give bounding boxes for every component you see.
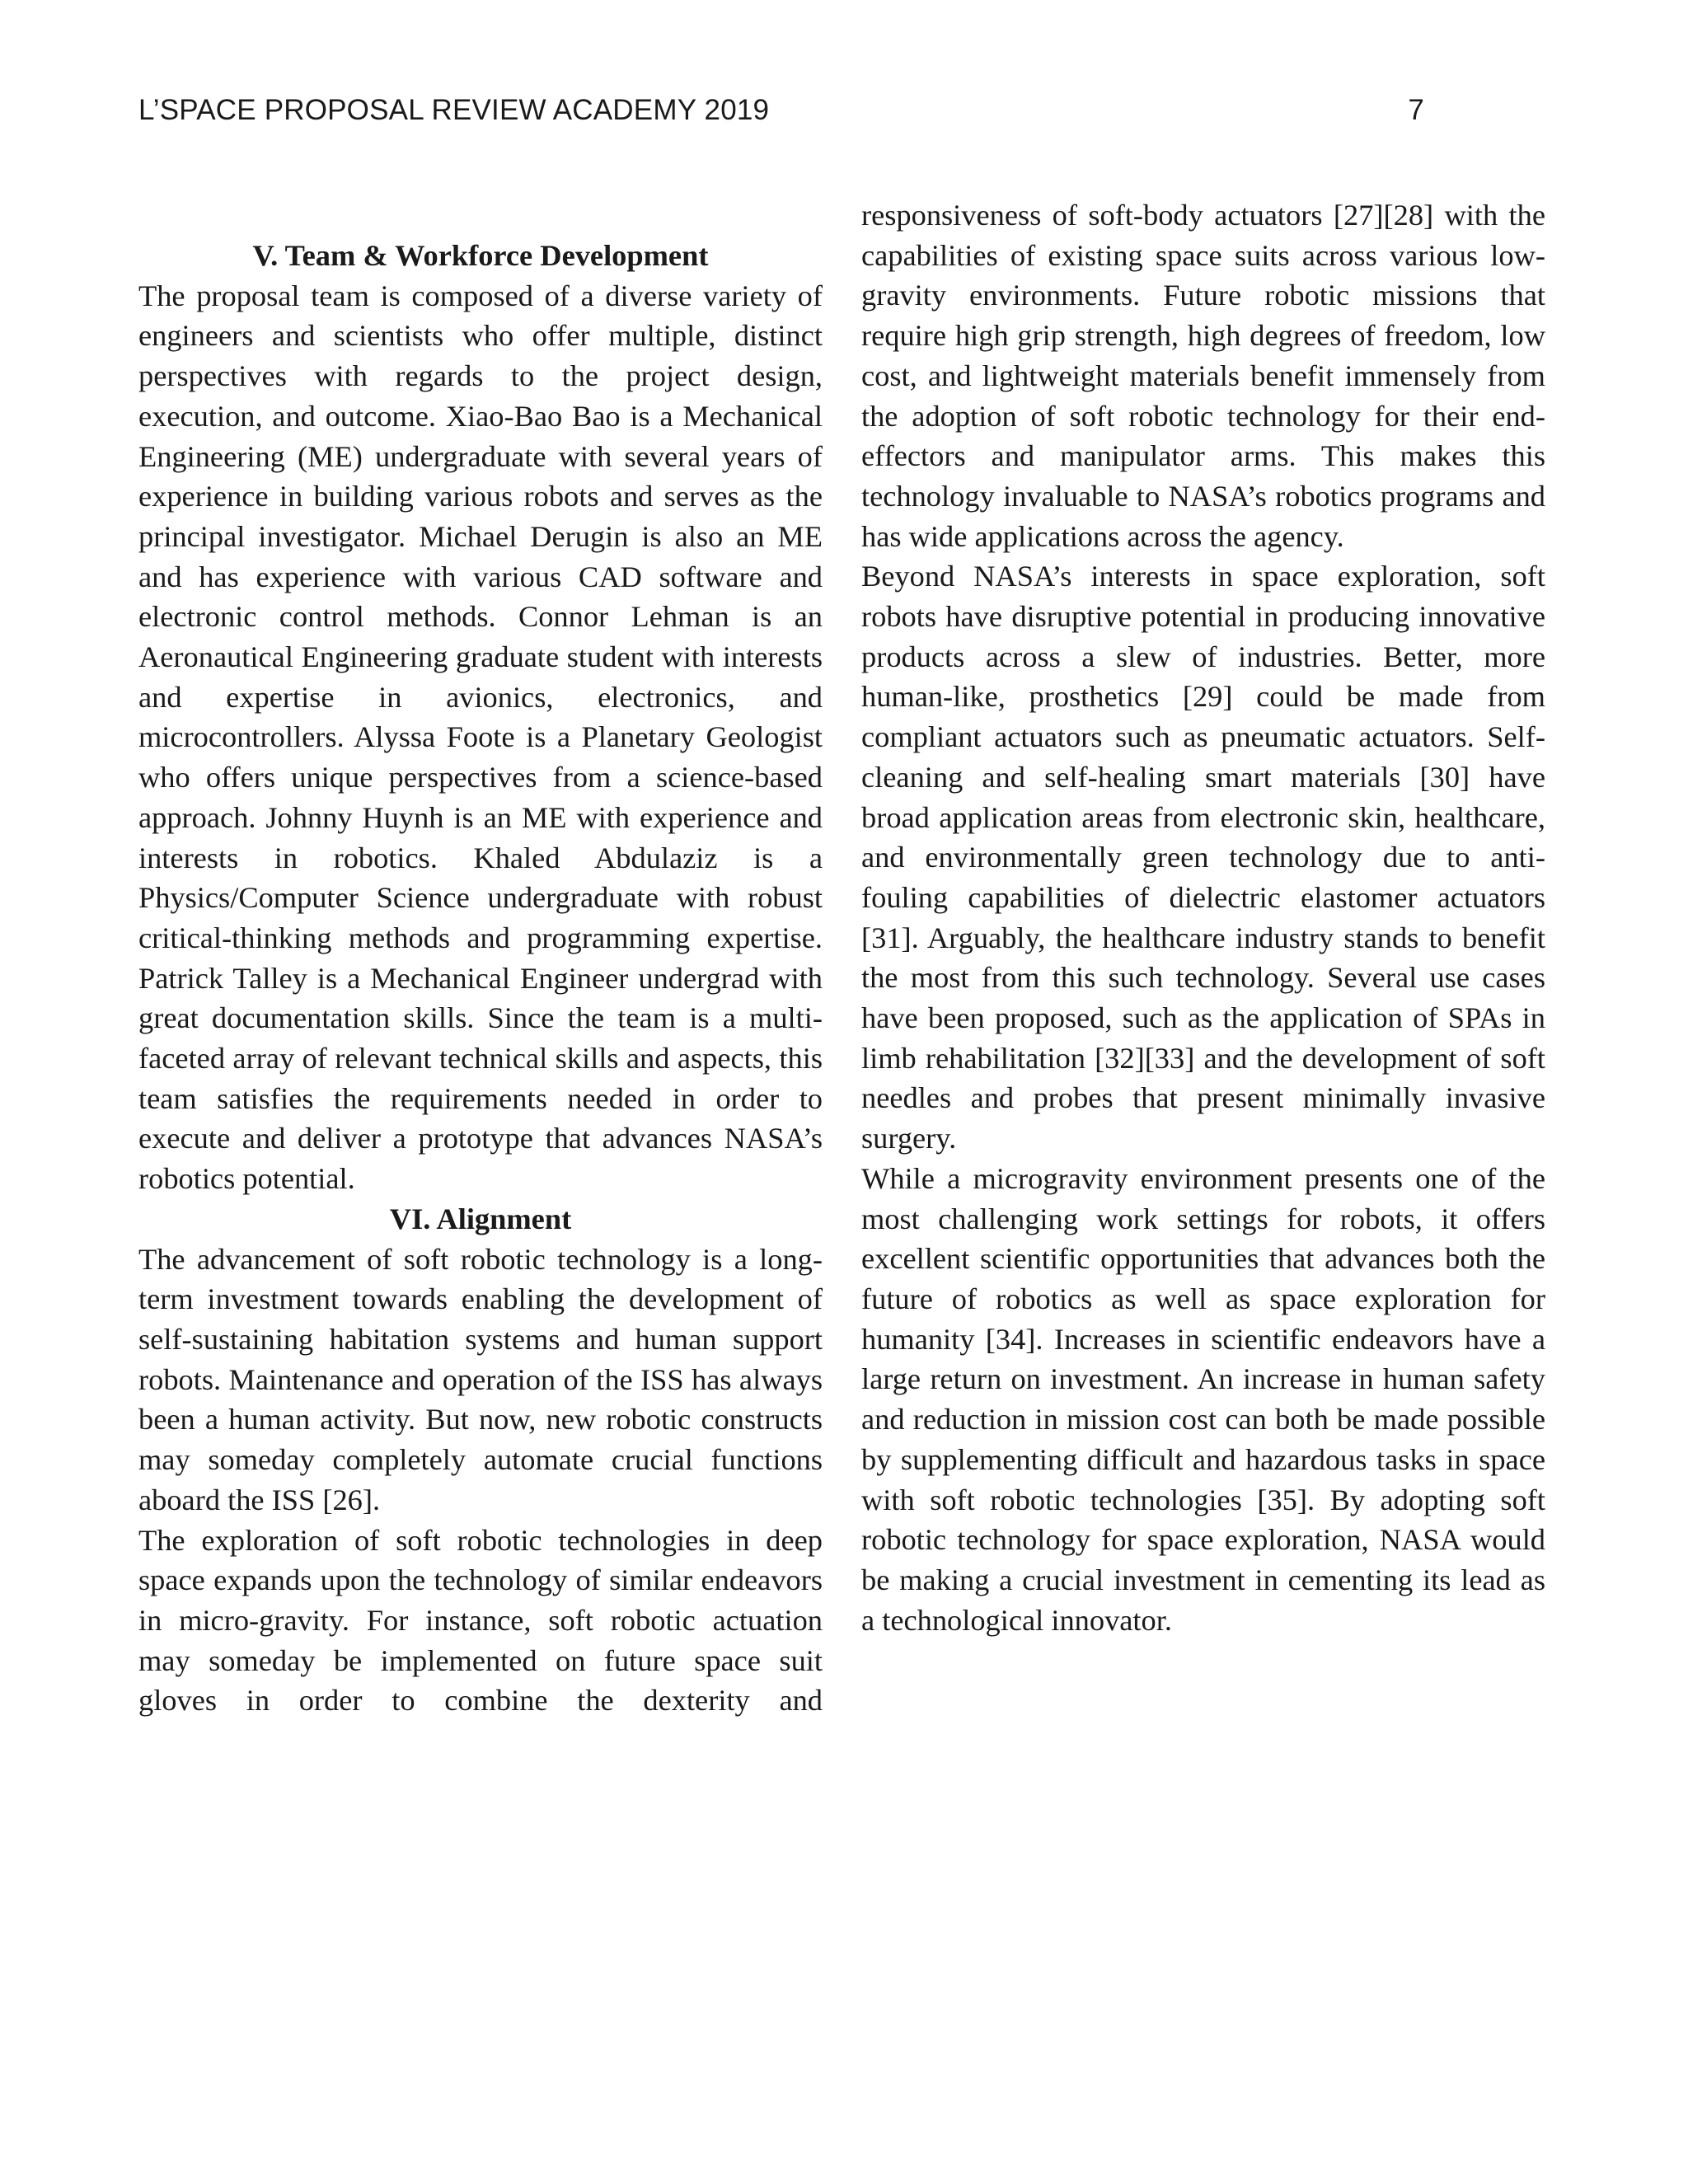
section-v-heading: V. Team & Workforce Development (252, 239, 709, 272)
paragraph-4: While a microgravity environment presents one of the most challenging work settings for robots, it offers excellent scientific opportunities that advances both the future of robotics as well as space exploration for humanity [34]. Increases in scientific endeavors have a large return on investment. An increase in human safety and reduction in mission cost can both be made possible by supplementing difficult and hazardous tasks in space with soft robotic technologies [35]. By adopting soft robotic technology for space exploration, NASA would be making a crucial investment in cementing its lead as a technological innovator. (861, 1161, 1545, 1637)
right-column (861, 195, 1545, 1640)
page-number: 7 (1408, 94, 1424, 126)
running-title: L’SPACE PROPOSAL REVIEW ACADEMY 2019 (138, 94, 770, 126)
section-vi-paragraph-1: The advancement of soft robotic technology is a long-term investment towards enabling the development of self-sustaining habitation systems and human support robots. Maintenance and operation of the ISS has always been a human activity. But now, new robotic constructs may someday completely automate crucial functions aboard the ISS [26]. (138, 1242, 823, 1516)
section-vi-paragraph-2-start: The exploration of soft robotic technologies in deep space expands upon the technology of similar endeavors in micro-gravity. For instance, soft robotic actuation may someday be implemented on future space suit gloves in order to combine the dexterity and (138, 1523, 823, 1718)
left-column (138, 236, 823, 1721)
section-vi-heading: VI. Alignment (389, 1202, 572, 1235)
section-v-paragraph: The proposal team is composed of a diverse variety of engineers and scientists who offer multiple, distinct perspectives with regards to the project design, execution, and outcome. Xiao-Bao Bao is a Mechanical Engineering (ME) undergraduate with several years of experience in building various robots and serves as the principal investigator. Michael Derugin is also an ME and has experience with various CAD software and electronic control methods. Connor Lehman is an Aeronautical Engineering graduate student with interests and expertise in avionics, electronics, and microcontrollers. Alyssa Foote is a Planetary Geologist who offers unique perspectives from a science-based approach. Johnny Huynh is an ME with experience and interests in robotics. Khaled Abdulaziz is a Physics/Computer Science undergraduate with robust critical-thinking methods and programming expertise. Patrick Talley is a Mechanical Engineer undergrad with great documentation skills. Since the team is a multi-faceted array of relevant technical skills and aspects, this team satisfies the requirements needed in order to execute and deliver a prototype that advances NASA’s robotics potential. (138, 279, 823, 1196)
running-header (138, 94, 1424, 135)
paragraph-3: Beyond NASA’s interests in space exploration, soft robots have disruptive potential in producing innovative products across a slew of industries. Better, more human-like, prosthetics [29] could be made from compliant actuators such as pneumatic actuators. Self-cleaning and self-healing smart materials [30] have broad application areas from electronic skin, healthcare, and environmentally green technology due to anti-fouling capabilities of dielectric elastomer actuators [31]. Arguably, the healthcare industry stands to benefit the most from this such technology. Several use cases have been proposed, such as the application of SPAs in limb rehabilitation [32][33] and the development of soft needles and probes that present minimally invasive surgery. (861, 560, 1545, 1155)
paragraph-2-continued: responsiveness of soft-body actuators [27][28] with the capabilities of existing space suits across various low-gravity environments. Future robotic missions that require high grip strength, high degrees of freedom, low cost, and lightweight materials benefit immensely from the adoption of soft robotic technology for their end-effectors and manipulator arms. This makes this technology invaluable to NASA’s robotics programs and has wide applications across the agency. (861, 199, 1545, 553)
